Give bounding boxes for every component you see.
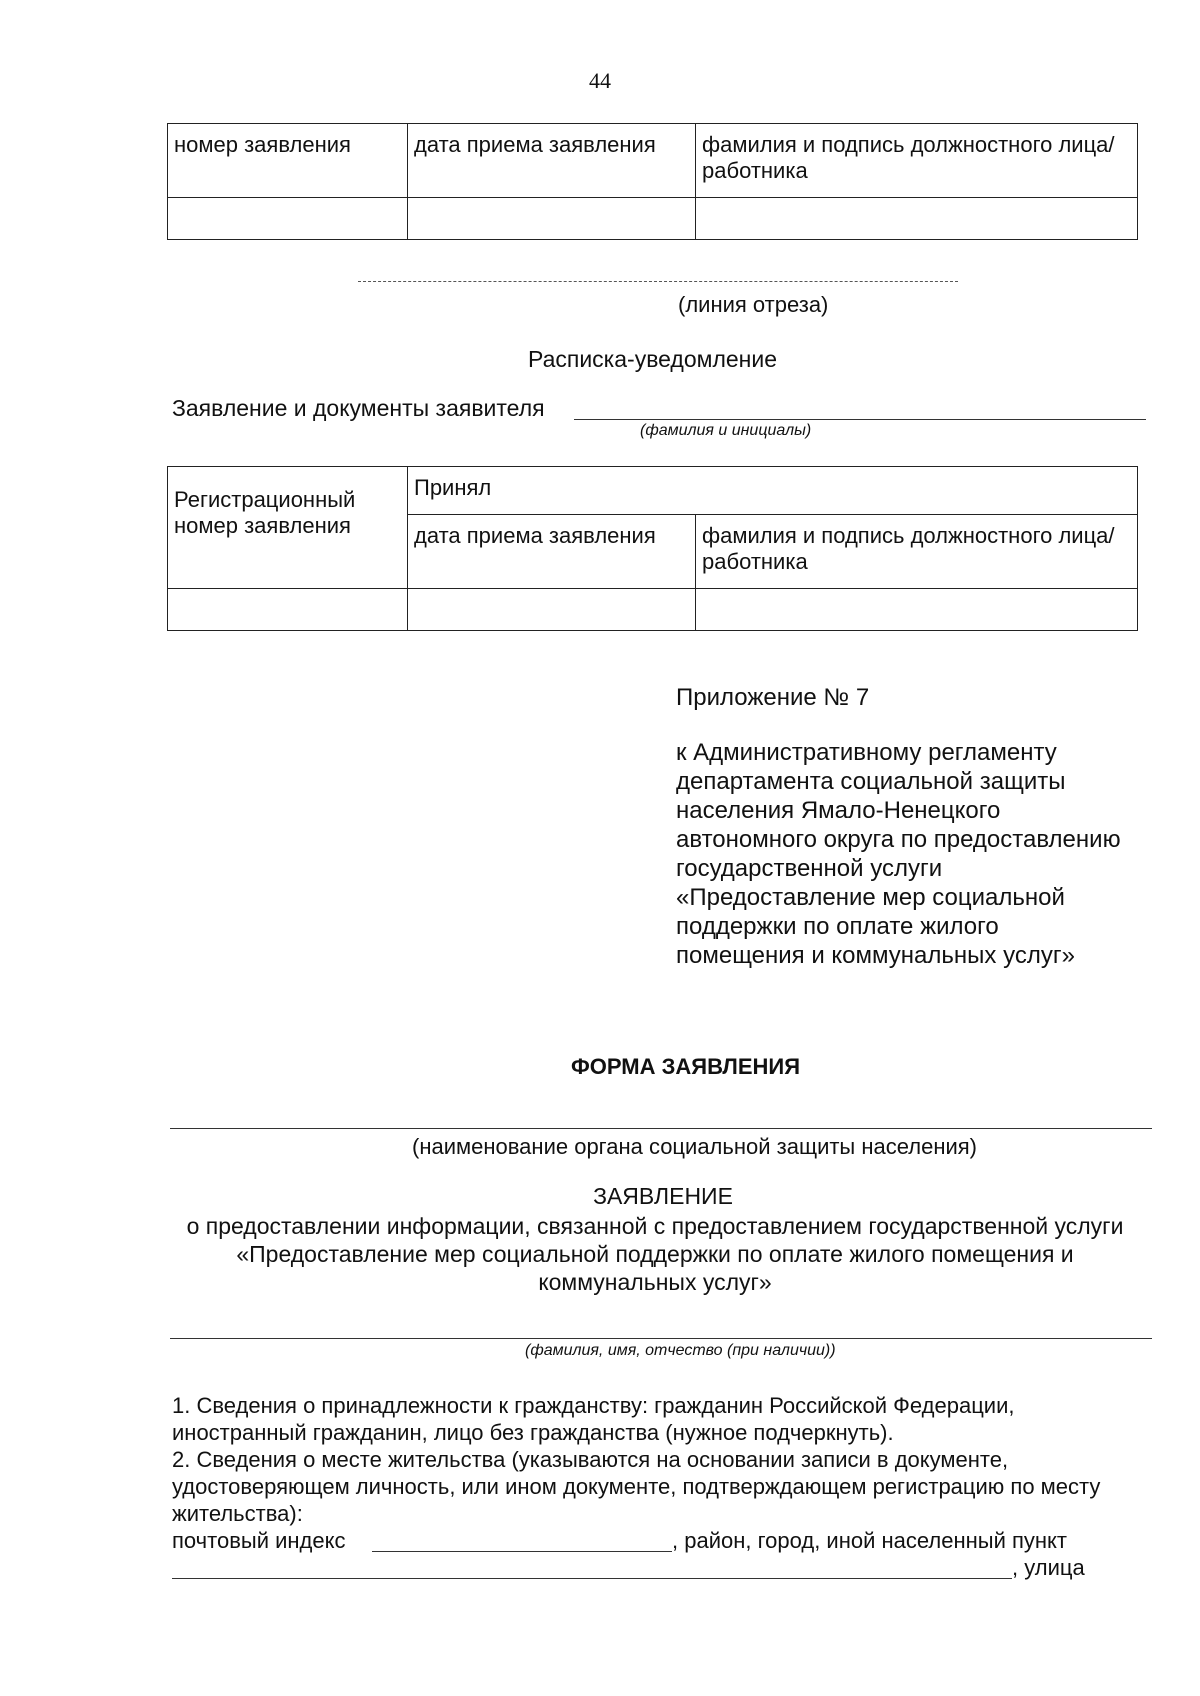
registration-table-receipt bbox=[167, 466, 1138, 631]
cell-application-number[interactable] bbox=[168, 198, 408, 240]
header-acceptance-date-2: дата приема заявления bbox=[408, 515, 696, 589]
application-title: ЗАЯВЛЕНИЕ bbox=[593, 1183, 733, 1209]
application-subtitle: о предоставлении информации, связанной с предоставлением государственной услуги «Предоставление мер социальной поддержки по оплате жилого помещения и коммунальных услуг» bbox=[186, 1213, 1124, 1295]
authority-caption: (наименование органа социальной защиты населения) bbox=[412, 1134, 977, 1159]
appendix-title: Приложение № 7 bbox=[676, 684, 870, 711]
registration-table-top bbox=[167, 123, 1138, 240]
section-citizenship: 1. Сведения о принадлежности к гражданству: гражданин Российской Федерации, иностранный гражданин, лицо без гражданства (нужное подчеркнуть). bbox=[172, 1393, 1015, 1445]
header-accepted: Принял bbox=[408, 467, 1138, 515]
cut-line-label: (линия отреза) bbox=[678, 292, 829, 317]
cell-officer-signature-2[interactable] bbox=[696, 589, 1138, 631]
cut-line bbox=[358, 281, 958, 282]
body-sections bbox=[172, 1392, 1142, 1581]
header-officer-signature-2: фамилия и подпись должностного лица/работника bbox=[696, 515, 1138, 589]
appendix-text: к Административному регламенту департамента социальной защиты населения Ямало-Ненецкого автономного округа по предоставлению государственной услуги «Предоставление мер социальной поддержки по оплате жилого помещения и коммунальных услуг» bbox=[676, 739, 1121, 969]
fio-caption: (фамилия, имя, отчество (при наличии)) bbox=[525, 1342, 836, 1359]
header-registration-number: Регистрационный номер заявления bbox=[168, 467, 408, 589]
section-residence: 2. Сведения о месте жительства (указываются на основании записи в документе, удостоверяющем личность, или ином документе, подтверждающем регистрацию по месту жительства): bbox=[172, 1447, 1101, 1526]
receipt-title: Расписка-уведомление bbox=[528, 346, 778, 372]
header-officer-signature: фамилия и подпись должностного лица/работника bbox=[696, 124, 1138, 198]
postal-suffix: , район, город, иной населенный пункт bbox=[672, 1528, 1067, 1553]
applicant-caption: (фамилия и инициалы) bbox=[640, 422, 812, 439]
page-number: 44 bbox=[589, 68, 611, 93]
applicant-line-label: Заявление и документы заявителя bbox=[172, 395, 545, 421]
header-application-number: номер заявления bbox=[168, 124, 408, 198]
cell-registration-number[interactable] bbox=[168, 589, 408, 631]
cell-acceptance-date[interactable] bbox=[408, 198, 696, 240]
cell-officer-signature[interactable] bbox=[696, 198, 1138, 240]
authority-name-field[interactable] bbox=[170, 1128, 1152, 1129]
locality-field[interactable] bbox=[172, 1578, 1012, 1579]
postal-row bbox=[172, 1527, 1142, 1554]
postal-code-field[interactable] bbox=[372, 1551, 672, 1552]
applicant-name-field[interactable] bbox=[574, 419, 1146, 420]
fio-field[interactable] bbox=[170, 1338, 1152, 1339]
cell-acceptance-date-2[interactable] bbox=[408, 589, 696, 631]
postal-label: почтовый индекс bbox=[172, 1528, 346, 1553]
street-suffix: , улица bbox=[1012, 1555, 1085, 1580]
header-acceptance-date: дата приема заявления bbox=[408, 124, 696, 198]
street-row bbox=[172, 1554, 1142, 1581]
form-title: ФОРМА ЗАЯВЛЕНИЯ bbox=[571, 1054, 801, 1079]
